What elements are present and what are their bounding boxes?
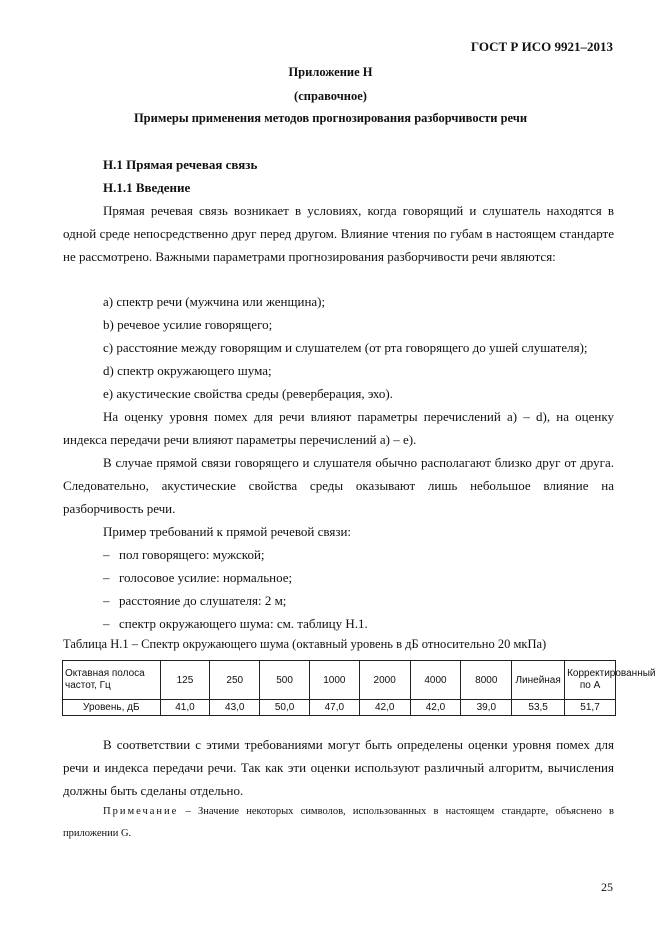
requirement-item <box>103 547 265 563</box>
value-cell: 42,0 <box>359 700 410 716</box>
requirement-item <box>103 570 292 586</box>
header-cell: 1000 <box>309 661 359 700</box>
value-cell: 53,5 <box>512 700 565 716</box>
param-item: c) расстояние между говорящим и слушателем (от рта говорящего до ушей слушателя); <box>103 340 588 355</box>
section-heading: Н.1 Прямая речевая связь <box>103 157 258 172</box>
intro-paragraph: Прямая речевая связь возникает в условиях, когда говорящий и слушатель находятся в одной среде непосредственно друг перед другом. Влияние чтения по губам в настоящем стандарте не рассмотрено. Важными параметрами прогнозирования разборчивости речи являются: <box>63 203 614 264</box>
value-cell: 41,0 <box>160 700 210 716</box>
requirement-text: спектр окружающего шума: см. таблицу Н.1. <box>119 616 368 631</box>
header-cell: Корректированный по А <box>565 661 616 700</box>
dash-marker: – <box>103 616 110 631</box>
requirement-item <box>103 616 368 632</box>
appendix-status: (справочное) <box>294 89 367 103</box>
value-cell: 43,0 <box>210 700 260 716</box>
param-item: b) речевое усилие говорящего; <box>103 317 273 332</box>
header-cell: 125 <box>160 661 210 700</box>
subsection-heading: Н.1.1 Введение <box>103 180 191 195</box>
dash-marker: – <box>103 547 110 562</box>
appendix-heading: Примеры применения методов прогнозирования разборчивости речи <box>133 111 528 125</box>
value-cell: 50,0 <box>260 700 310 716</box>
value-cell: 42,0 <box>410 700 461 716</box>
header-cell: 4000 <box>410 661 461 700</box>
dash-marker: – <box>103 593 110 608</box>
table-caption: Таблица Н.1 – Спектр окружающего шума (октавный уровень в дБ относительно 20 мкПа) <box>63 637 547 651</box>
table-header-row <box>63 661 616 700</box>
header-cell: 2000 <box>359 661 410 700</box>
param-item: a) спектр речи (мужчина или женщина); <box>103 294 326 309</box>
conclusion-paragraph: В соответствии с этими требованиями могут быть определены оценки уровня помех для речи и индекса передачи речи. Так как эти оценки используют различный алгоритм, вычисления должны быть сделаны отдельно. <box>63 737 614 798</box>
value-cell: 51,7 <box>565 700 616 716</box>
header-cell: Линейная <box>512 661 565 700</box>
value-cell: 39,0 <box>461 700 512 716</box>
standard-code: ГОСТ Р ИСО 9921–2013 <box>470 39 613 54</box>
value-cell: 47,0 <box>309 700 359 716</box>
requirement-text: голосовое усилие: нормальное; <box>119 570 293 585</box>
note-lead: Примечание <box>103 806 179 817</box>
influence-paragraph: На оценку уровня помех для речи влияют параметры перечислений a) – d), на оценку индекса передачи речи влияют параметры перечислений a) – e). <box>63 409 614 447</box>
note <box>63 801 614 845</box>
table-row <box>63 700 616 716</box>
param-item: d) спектр окружающего шума; <box>103 363 272 378</box>
page-number: 25 <box>601 880 613 894</box>
header-cell: 8000 <box>461 661 512 700</box>
requirement-text: расстояние до слушателя: 2 м; <box>119 593 287 608</box>
requirement-text: пол говорящего: мужской; <box>119 547 265 562</box>
direct-paragraph: В случае прямой связи говорящего и слушателя обычно располагают близко друг от друга. Следовательно, акустические свойства среды оказывают лишь небольшое влияние на разборчивость речи. <box>63 455 614 516</box>
appendix-title: Приложение Н <box>288 65 373 79</box>
example-paragraph: Пример требований к прямой речевой связи: <box>103 524 352 539</box>
param-item: e) акустические свойства среды (реверберация, эхо). <box>103 386 393 401</box>
noise-spectrum-table <box>62 660 656 716</box>
row-label-cell: Уровень, дБ <box>63 700 161 716</box>
requirement-item <box>103 593 286 609</box>
note-text: – Значение некоторых символов, использованных в настоящем стандарте, объяснено в приложении G. <box>63 806 614 839</box>
header-cell: 250 <box>210 661 260 700</box>
dash-marker: – <box>103 570 110 585</box>
header-cell: 500 <box>260 661 310 700</box>
header-label-cell: Октавная полоса частот, Гц <box>63 661 161 700</box>
